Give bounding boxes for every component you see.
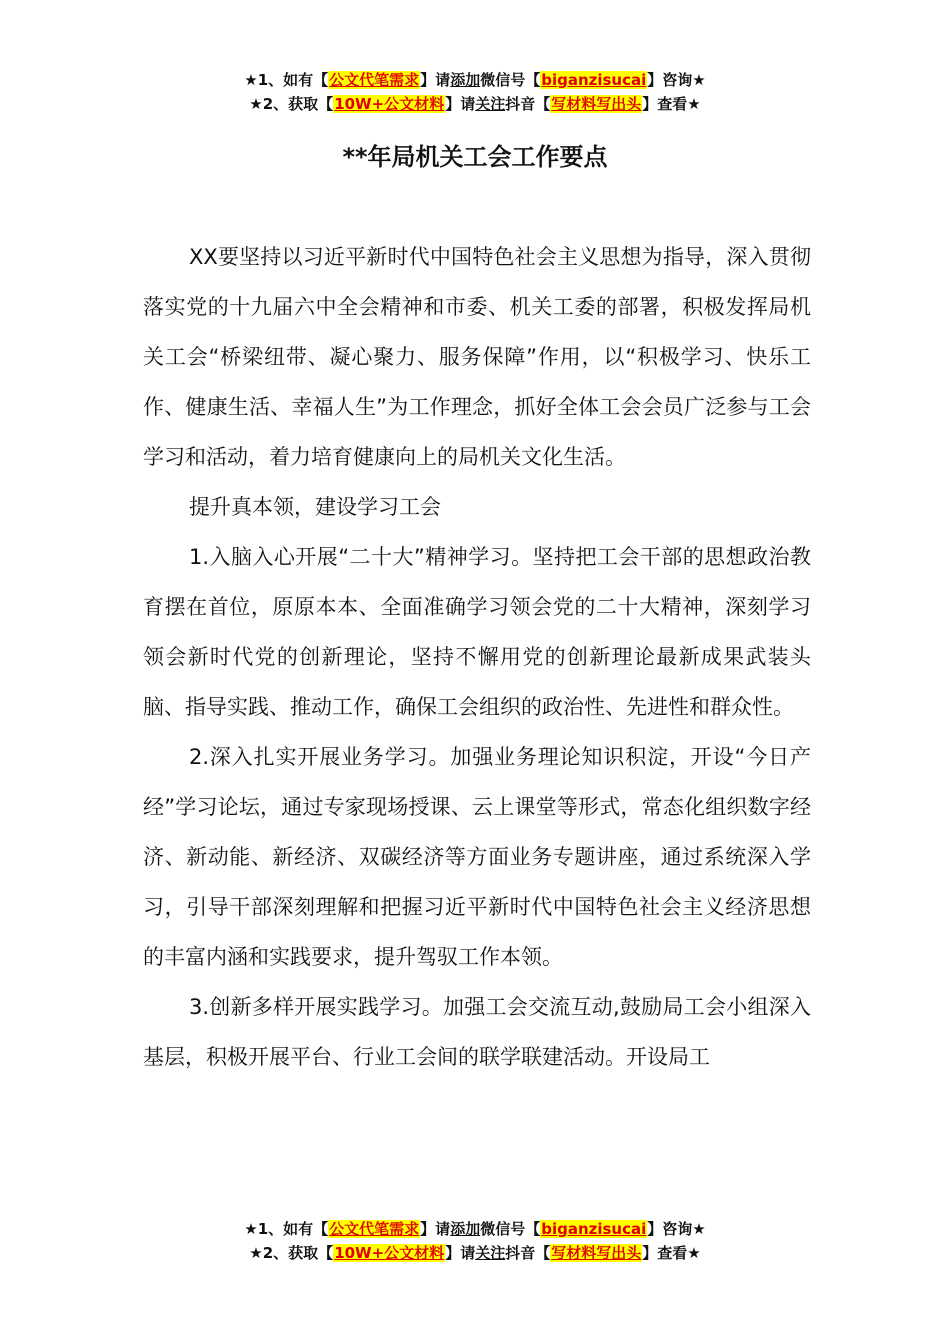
promo-text: 添加 (450, 71, 481, 89)
promo-text: ★2、获取【 (249, 95, 334, 113)
promo-text: 】查看★ (642, 1244, 701, 1262)
body-paragraph: 2.深入扎实开展业务学习。加强业务理论知识积淀，开设“今日产经”学习论坛，通过专家现场授课、云上课堂等形式，常态化组织数字经济、新动能、新经济、双碳经济等方面业务专题讲座，通过系统深入学习，引导干部深刻理解和把握习近平新时代中国特色社会主义经济思想的丰富内涵和实践要求，提升驾驭工作本领。 (143, 745, 811, 969)
promo-text: 】请 (445, 1244, 476, 1262)
promo-text: 抖音【 (505, 95, 551, 113)
promo-highlight: 10W+公文材料 (334, 95, 445, 113)
body-paragraph: 1.入脑入心开展“二十大”精神学习。坚持把工会干部的思想政治教育摆在首位，原原本本、全面准确学习领会党的二十大精神，深刻学习领会新时代党的创新理论，坚持不懈用党的创新理论最新成果武装头脑、指导实践、推动工作，确保工会组织的政治性、先进性和群众性。 (143, 545, 811, 719)
promo-highlight: 公文代笔需求 (329, 1220, 420, 1238)
douyin-account: 写材料写出头 (551, 95, 642, 113)
promo-line-1 (0, 68, 950, 92)
douyin-account: 写材料写出头 (551, 1244, 642, 1262)
promo-text: 添加 (450, 1220, 481, 1238)
promo-line-2 (0, 1241, 950, 1265)
promo-banner-bottom (0, 1217, 950, 1265)
promo-text: 】查看★ (642, 95, 701, 113)
promo-text: 微信号【 (480, 1220, 541, 1238)
promo-text: ★1、如有【 (244, 1220, 329, 1238)
promo-banner-top (0, 68, 950, 116)
section-heading: 提升真本领，建设学习工会 (189, 495, 441, 519)
promo-text: 】请 (445, 95, 476, 113)
document-body (143, 232, 811, 1082)
promo-line-1 (0, 1217, 950, 1241)
promo-text: ★1、如有【 (244, 71, 329, 89)
promo-text: 微信号【 (480, 71, 541, 89)
wechat-id: biganzisucai (541, 71, 647, 89)
promo-line-2 (0, 92, 950, 116)
promo-highlight: 公文代笔需求 (329, 71, 420, 89)
wechat-id: biganzisucai (541, 1220, 647, 1238)
promo-text: 】咨询★ (647, 71, 706, 89)
document-title: **年局机关工会工作要点 (342, 143, 608, 171)
body-paragraph: 3.创新多样开展实践学习。加强工会交流互动,鼓励局工会小组深入基层，积极开展平台、行业工会间的联学联建活动。开设局工 (143, 995, 811, 1069)
intro-paragraph: XX要坚持以习近平新时代中国特色社会主义思想为指导，深入贯彻落实党的十九届六中全会精神和市委、机关工委的部署，积极发挥局机关工会“桥梁纽带、凝心聚力、服务保障”作用，以“积极学习、快乐工作、健康生活、幸福人生”为工作理念，抓好全体工会会员广泛参与工会学习和活动，着力培育健康向上的局机关文化生活。 (143, 245, 811, 469)
promo-text: 】请 (420, 1220, 451, 1238)
promo-highlight: 10W+公文材料 (334, 1244, 445, 1262)
promo-text: ★2、获取【 (249, 1244, 334, 1262)
promo-text: 关注 (475, 95, 506, 113)
promo-text: 】咨询★ (647, 1220, 706, 1238)
promo-text: 】请 (420, 71, 451, 89)
promo-text: 抖音【 (505, 1244, 551, 1262)
promo-text: 关注 (475, 1244, 506, 1262)
